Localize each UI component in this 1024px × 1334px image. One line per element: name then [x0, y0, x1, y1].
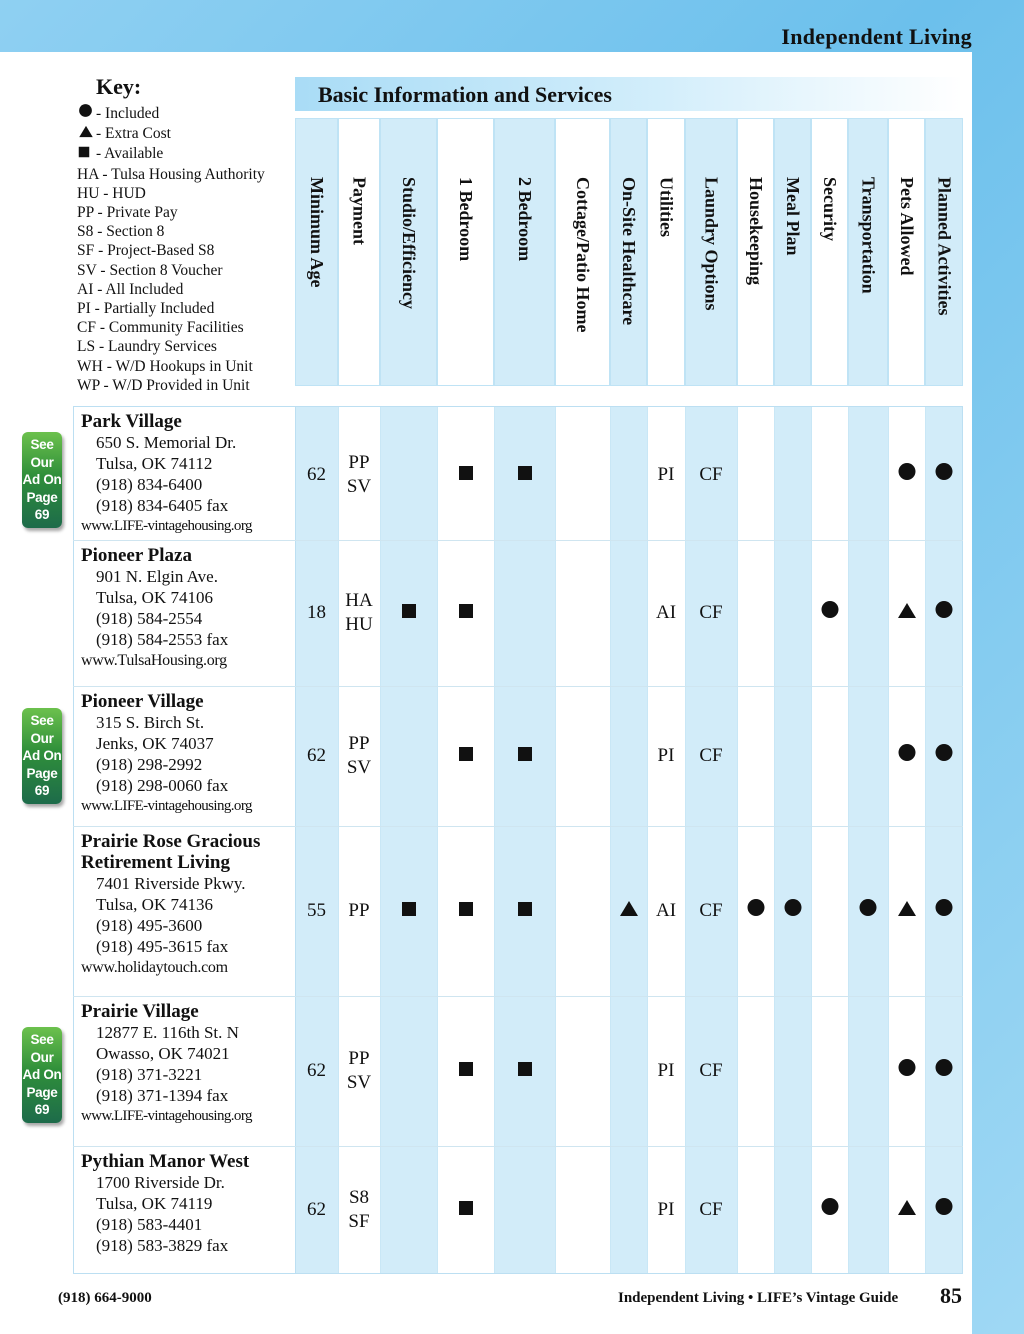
cell-utilities: PI — [657, 745, 675, 766]
column-header-cottage-patio-home — [555, 118, 610, 386]
included-circle-icon — [821, 601, 838, 625]
column-header-studio-efficiency — [380, 118, 437, 386]
key-item-text: - Extra Cost — [96, 125, 171, 143]
column-body — [494, 406, 555, 1274]
key-item-text: PI - Partially Included — [77, 300, 215, 318]
facility-detail: (918) 298-0060 fax — [96, 776, 229, 795]
facility-website-link[interactable]: www.TulsaHousing.org — [81, 652, 227, 669]
cell-minimum-age: 62 — [307, 1199, 326, 1220]
key-item — [77, 318, 292, 337]
badge-text: 69 — [34, 507, 50, 522]
triangle-icon — [77, 124, 96, 144]
key-item — [77, 376, 292, 395]
included-circle-icon — [936, 601, 953, 625]
badge-text: Our — [30, 730, 54, 746]
badge-text: Page — [26, 765, 58, 781]
badge-text: Ad On — [22, 472, 62, 487]
cell-laundry-options: CF — [699, 602, 723, 623]
square-icon — [77, 145, 96, 164]
facility-detail: (918) 584-2553 fax — [96, 630, 229, 649]
facility-info — [81, 545, 293, 671]
cell-minimum-age: 18 — [307, 602, 326, 623]
key-item-text: PP - Private Pay — [77, 204, 178, 222]
key-item — [77, 337, 292, 356]
table-banner: Basic Information and Services — [295, 77, 963, 111]
available-square-icon — [459, 899, 473, 923]
facility-detail: (918) 583-4401 — [96, 1215, 203, 1234]
cell-payment: S8 SF — [348, 1187, 370, 1232]
column-body — [437, 406, 494, 1274]
cell-laundry-options: CF — [699, 464, 723, 485]
badge-text: Our — [30, 454, 54, 470]
column-header-2-bedroom — [494, 118, 555, 386]
key-item — [77, 357, 292, 376]
column-header-label: 1 Bedroom — [456, 177, 476, 262]
column-header-payment — [338, 118, 380, 386]
facility-name: Pythian Manor West — [81, 1151, 250, 1172]
facility-detail: (918) 371-1394 fax — [96, 1086, 229, 1105]
column-header-label: Pets Allowed — [897, 177, 917, 276]
key-item — [77, 222, 292, 241]
column-header-label: On-Site Healthcare — [619, 177, 639, 326]
cell-payment: PP — [348, 900, 370, 921]
available-square-icon — [518, 1059, 532, 1083]
key-item — [77, 102, 292, 124]
extra-cost-triangle-icon — [898, 899, 916, 923]
column-header-label: 2 Bedroom — [515, 177, 535, 262]
badge-text: See — [30, 1032, 54, 1047]
column-header-label: Studio/Efficiency — [399, 177, 419, 310]
column-body — [610, 406, 647, 1274]
facility-name: Prairie Rose Gracious Retirement Living — [81, 831, 261, 873]
column-body — [295, 406, 338, 1274]
cell-payment: PP SV — [346, 733, 372, 778]
row-divider — [73, 540, 963, 541]
available-square-icon — [402, 601, 416, 625]
key-item-text: HA - Tulsa Housing Authority — [77, 165, 265, 183]
facility-detail: Tulsa, OK 74112 — [96, 454, 213, 473]
column-body — [647, 406, 685, 1274]
key-item-text: LS - Laundry Services — [77, 338, 217, 356]
facility-detail: Tulsa, OK 74119 — [96, 1194, 213, 1213]
facility-detail: (918) 584-2554 — [96, 609, 203, 628]
badge-text: See — [30, 437, 54, 452]
see-our-ad-badge[interactable] — [22, 1027, 62, 1123]
key-item — [77, 241, 292, 260]
available-square-icon — [459, 463, 473, 487]
facility-website-link[interactable]: www.holidaytouch.com — [81, 959, 228, 976]
column-header-label: Payment — [349, 177, 370, 245]
key-item-text: WH - W/D Hookups in Unit — [77, 357, 253, 375]
facility-info — [81, 691, 293, 817]
facility-detail: 12877 E. 116th St. N — [96, 1023, 239, 1042]
cell-payment: PP SV — [346, 452, 372, 497]
badge-text: Page — [26, 1084, 58, 1100]
column-header-transportation — [848, 118, 888, 386]
key-item-text: - Available — [96, 145, 164, 163]
column-header-1-bedroom — [437, 118, 494, 386]
column-body — [888, 406, 925, 1274]
available-square-icon — [518, 463, 532, 487]
column-header-meal-plan — [774, 118, 811, 386]
column-body — [555, 406, 610, 1274]
key-item-text: AI - All Included — [77, 280, 184, 298]
available-square-icon — [402, 899, 416, 923]
column-header-label: Minimum Age — [307, 177, 327, 288]
facility-detail: 901 N. Elgin Ave. — [96, 567, 218, 586]
cell-utilities: PI — [657, 1199, 675, 1220]
row-divider — [73, 1146, 963, 1147]
included-circle-icon — [898, 744, 915, 768]
facility-name: Prairie Village — [81, 1001, 199, 1022]
badge-text: 69 — [34, 783, 50, 798]
cell-minimum-age: 55 — [307, 900, 326, 921]
facility-info — [81, 1001, 293, 1127]
included-circle-icon — [898, 1059, 915, 1083]
available-square-icon — [459, 1198, 473, 1222]
included-circle-icon — [936, 463, 953, 487]
column-body — [737, 406, 774, 1274]
column-header-on-site-healthcare — [610, 118, 647, 386]
facility-website-link[interactable]: www.LIFE-vintagehousing.org — [81, 518, 252, 534]
column-header-label: Meal Plan — [783, 177, 803, 256]
key-title: Key: — [96, 74, 142, 99]
facility-detail: (918) 371-3221 — [96, 1065, 203, 1084]
included-circle-icon — [936, 899, 953, 923]
cell-laundry-options: CF — [699, 1060, 723, 1081]
column-header-laundry-options — [685, 118, 737, 386]
column-body — [848, 406, 888, 1274]
key-items — [77, 102, 292, 395]
column-header-label: Utilities — [656, 177, 677, 237]
section-title: Independent Living — [781, 24, 972, 49]
cell-minimum-age: 62 — [307, 745, 326, 766]
badge-text: 69 — [34, 1102, 50, 1117]
column-header-label: Laundry Options — [701, 177, 722, 311]
cell-minimum-age: 62 — [307, 1060, 326, 1081]
column-header-pets-allowed — [888, 118, 925, 386]
facility-detail: Owasso, OK 74021 — [96, 1044, 230, 1063]
column-body — [774, 406, 811, 1274]
available-square-icon — [518, 744, 532, 768]
key-item — [77, 165, 292, 184]
available-square-icon — [459, 744, 473, 768]
facility-detail: (918) 298-2992 — [96, 755, 203, 774]
key-item — [77, 280, 292, 299]
available-square-icon — [459, 1059, 473, 1083]
facility-detail: Tulsa, OK 74136 — [96, 895, 213, 914]
key-item-text: WP - W/D Provided in Unit — [77, 376, 250, 394]
cell-payment: HA HU — [345, 590, 373, 635]
facility-detail: 315 S. Birch St. — [96, 713, 205, 732]
column-header-utilities — [647, 118, 685, 386]
included-circle-icon — [747, 899, 764, 923]
column-header-label: Cottage/Patio Home — [573, 177, 593, 333]
included-circle-icon — [784, 899, 801, 923]
column-header-security — [811, 118, 848, 386]
cell-minimum-age: 62 — [307, 464, 326, 485]
legend-key — [77, 74, 292, 395]
row-divider — [73, 686, 963, 687]
column-body — [380, 406, 437, 1274]
see-our-ad-badge[interactable] — [22, 708, 62, 804]
column-header-minimum-age — [295, 118, 338, 386]
facility-detail: 7401 Riverside Pkwy. — [96, 874, 246, 893]
cell-utilities: PI — [657, 1060, 675, 1081]
key-item — [77, 203, 292, 222]
facility-name: Pioneer Plaza — [81, 545, 192, 566]
badge-text: Ad On — [22, 748, 62, 763]
facility-website-link[interactable]: www.LIFE-vintagehousing.org — [81, 1108, 252, 1124]
column-body — [811, 406, 848, 1274]
extra-cost-triangle-icon — [898, 1198, 916, 1222]
facility-detail: (918) 495-3615 fax — [96, 937, 229, 956]
badge-text: Ad On — [22, 1067, 62, 1082]
key-item — [77, 299, 292, 318]
included-circle-icon — [898, 463, 915, 487]
facility-detail: (918) 583-3829 fax — [96, 1236, 229, 1255]
facility-info — [81, 831, 293, 978]
row-divider — [73, 996, 963, 997]
cell-laundry-options: CF — [699, 900, 723, 921]
badge-text: Our — [30, 1049, 54, 1065]
key-item — [77, 261, 292, 280]
see-our-ad-badge[interactable] — [22, 432, 62, 528]
column-body — [338, 406, 380, 1274]
included-circle-icon — [936, 1198, 953, 1222]
included-circle-icon — [860, 899, 877, 923]
facility-detail: (918) 834-6405 fax — [96, 496, 229, 515]
column-body — [925, 406, 963, 1274]
facility-info — [81, 411, 293, 537]
facility-detail: 650 S. Memorial Dr. — [96, 433, 237, 452]
cell-utilities: PI — [657, 464, 675, 485]
included-circle-icon — [936, 744, 953, 768]
facility-detail: (918) 834-6400 — [96, 475, 203, 494]
column-body — [685, 406, 737, 1274]
key-item-text: S8 - Section 8 — [77, 223, 165, 241]
badge-text: See — [30, 713, 54, 728]
column-header-label: Planned Activities — [934, 177, 955, 316]
key-item-text: SV - Section 8 Voucher — [77, 261, 223, 279]
facility-detail: Jenks, OK 74037 — [96, 734, 214, 753]
facility-website-link[interactable]: www.LIFE-vintagehousing.org — [81, 798, 252, 814]
circle-icon — [77, 102, 96, 124]
included-circle-icon — [821, 1198, 838, 1222]
facility-detail: 1700 Riverside Dr. — [96, 1173, 225, 1192]
column-header-label: Security — [820, 177, 840, 241]
column-header-housekeeping — [737, 118, 774, 386]
key-item-text: - Included — [96, 105, 160, 122]
footer-guide: Independent Living • LIFE’s Vintage Guide — [618, 1290, 899, 1306]
facility-name: Park Village — [81, 411, 182, 432]
column-header-planned-activities — [925, 118, 963, 386]
row-divider — [73, 826, 963, 827]
available-square-icon — [518, 899, 532, 923]
column-header-label: Housekeeping — [746, 177, 766, 286]
cell-laundry-options: CF — [699, 745, 723, 766]
cell-payment: PP SV — [346, 1048, 372, 1093]
extra-cost-triangle-icon — [620, 899, 638, 923]
facility-detail: Tulsa, OK 74106 — [96, 588, 213, 607]
key-item-text: CF - Community Facilities — [77, 319, 244, 337]
facility-name: Pioneer Village — [81, 691, 204, 712]
key-item-text: SF - Project-Based S8 — [77, 242, 215, 260]
available-square-icon — [459, 601, 473, 625]
key-item-text: HU - HUD — [77, 184, 146, 202]
key-item — [77, 124, 292, 144]
cell-laundry-options: CF — [699, 1199, 723, 1220]
footer-phone: (918) 664-9000 — [58, 1290, 152, 1306]
included-circle-icon — [936, 1059, 953, 1083]
facility-detail: (918) 495-3600 — [96, 916, 203, 935]
cell-utilities: AI — [655, 900, 677, 921]
extra-cost-triangle-icon — [898, 601, 916, 625]
facility-info — [81, 1151, 293, 1256]
column-header-label: Transportation — [858, 177, 879, 294]
badge-text: Page — [26, 489, 58, 505]
key-item — [77, 144, 292, 164]
page-number: 85 — [940, 1283, 962, 1308]
cell-utilities: AI — [655, 602, 677, 623]
key-item — [77, 184, 292, 203]
